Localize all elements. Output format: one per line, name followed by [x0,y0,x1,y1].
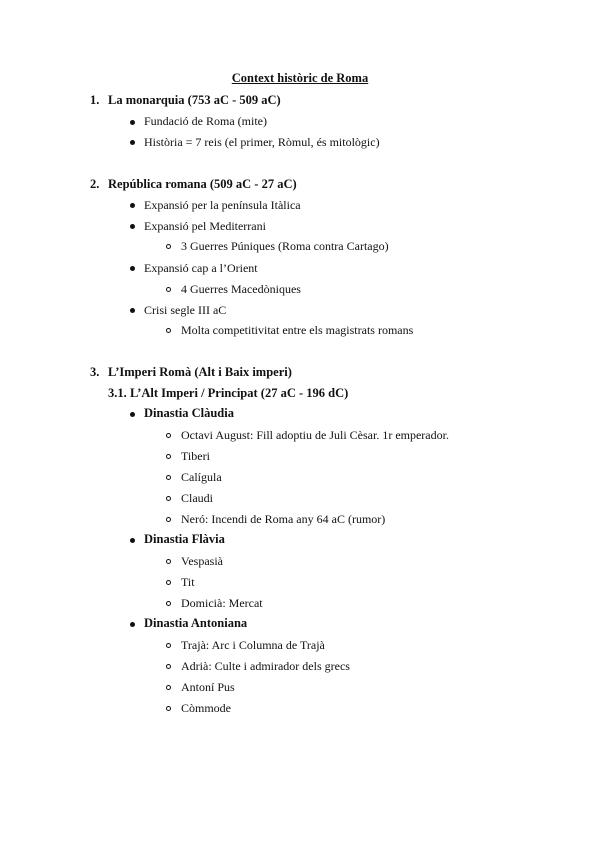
dynasty-heading: Dinastia Flàvia [144,532,225,546]
bullet-ring-icon [166,517,171,522]
bullet-dot-icon [130,622,135,627]
list-item: Neró: Incendi de Roma any 64 aC (rumor) [181,512,386,526]
bullet-ring-icon [166,244,171,249]
list-item: Còmmode [181,701,231,715]
list-item: 4 Guerres Macedòniques [181,282,301,296]
section-1-heading: La monarquia (753 aC - 509 aC) [108,93,281,107]
list-item: 3 Guerres Púniques (Roma contra Cartago) [181,239,389,253]
bullet-ring-icon [166,559,171,564]
bullet-dot-icon [130,266,135,271]
list-item: Trajà: Arc i Columna de Trajà [181,638,325,652]
bullet-ring-icon [166,664,171,669]
section-2-number: 2. [90,177,100,191]
bullet-ring-icon [166,706,171,711]
subsection-3-1-number: 3.1. [108,386,127,400]
list-item: Tiberi [181,449,210,463]
bullet-ring-icon [166,328,171,333]
bullet-ring-icon [166,643,171,648]
list-item: Domicià: Mercat [181,596,263,610]
bullet-ring-icon [166,496,171,501]
section-3-heading: L’Imperi Romà (Alt i Baix imperi) [108,365,292,379]
list-item: Claudi [181,491,213,505]
bullet-dot-icon [130,140,135,145]
bullet-ring-icon [166,433,171,438]
bullet-ring-icon [166,287,171,292]
section-2-heading: República romana (509 aC - 27 aC) [108,177,297,191]
list-item: Història = 7 reis (el primer, Ròmul, és mitològic) [144,135,380,149]
bullet-ring-icon [166,685,171,690]
bullet-dot-icon [130,308,135,313]
section-3-number: 3. [90,365,100,379]
list-item: Molta competitivitat entre els magistrats romans [181,323,414,337]
list-item: Calígula [181,470,222,484]
list-item: Expansió pel Mediterrani [144,219,266,233]
bullet-dot-icon [130,120,135,125]
bullet-ring-icon [166,475,171,480]
list-item: Adrià: Culte i admirador dels grecs [181,659,350,673]
list-item: Octavi August: Fill adoptiu de Juli Cèsar. 1r emperador. [181,428,449,442]
list-item: Crisi segle III aC [144,303,227,317]
bullet-dot-icon [130,538,135,543]
bullet-dot-icon [130,224,135,229]
list-item: Vespasià [181,554,223,568]
list-item: Expansió cap a l’Orient [144,261,258,275]
bullet-ring-icon [166,601,171,606]
list-item: Fundació de Roma (mite) [144,114,267,128]
bullet-dot-icon [130,412,135,417]
subsection-3-1-heading: L’Alt Imperi / Principat (27 aC - 196 dC) [130,386,349,400]
document-title: Context històric de Roma [231,71,369,85]
list-item: Expansió per la península Itàlica [144,198,301,212]
section-1-number: 1. [90,93,100,107]
dynasty-heading: Dinastia Clàudia [144,406,234,420]
list-item: Antoní Pus [181,680,235,694]
dynasty-heading: Dinastia Antoniana [144,616,248,630]
bullet-ring-icon [166,580,171,585]
bullet-ring-icon [166,454,171,459]
list-item: Tit [181,575,195,589]
bullet-dot-icon [130,203,135,208]
